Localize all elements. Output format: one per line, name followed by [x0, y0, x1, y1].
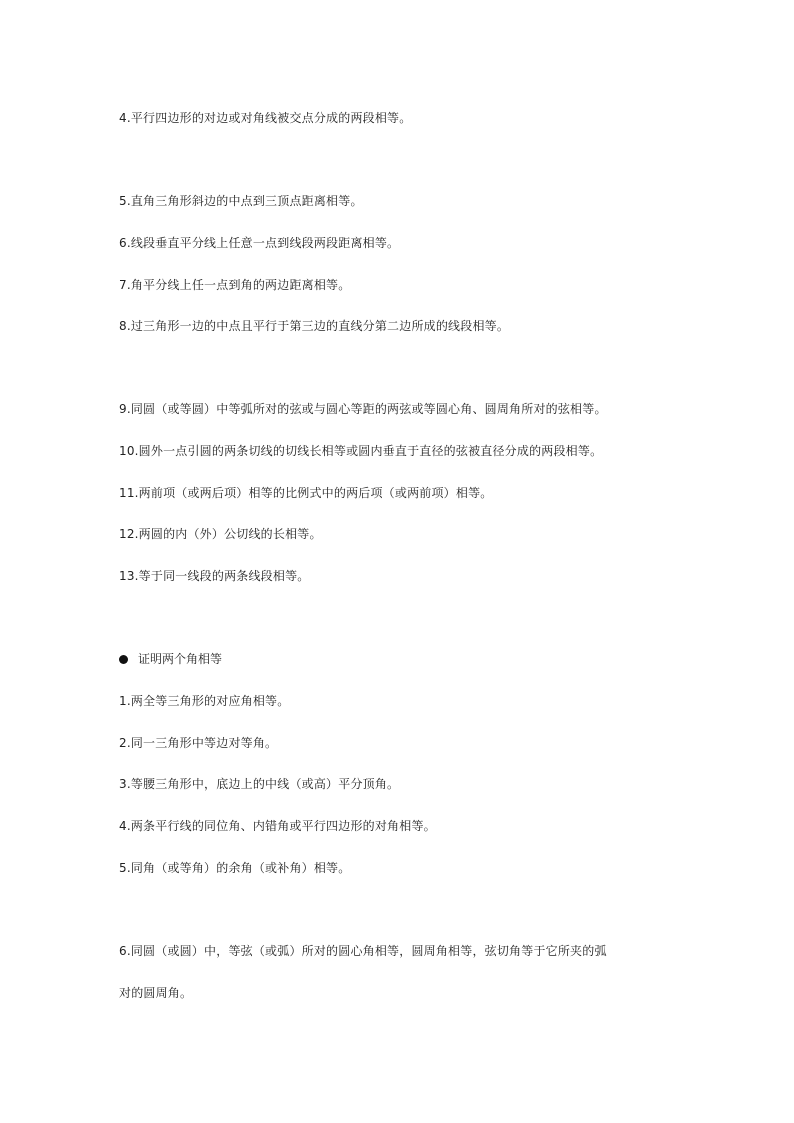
statement-line: 6.同圆（或圆）中，等弦（或弧）所对的圆心角相等，圆周角相等，弦切角等于它所夹的弧 [119, 944, 607, 958]
statement-line: 1.两全等三角形的对应角相等。 [119, 694, 290, 708]
statement-line: 2.同一三角形中等边对等角。 [119, 736, 278, 750]
statement-line: 10.圆外一点引圆的两条切线的切线长相等或圆内垂直于直径的弦被直径分成的两段相等。 [119, 444, 603, 458]
statement-line: 4.平行四边形的对边或对角线被交点分成的两段相等。 [119, 111, 412, 125]
statement-line: 6.线段垂直平分线上任意一点到线段两段距离相等。 [119, 236, 400, 250]
statement-line: 对的圆周角。 [119, 986, 193, 1000]
statement-line: 11.两前项（或两后项）相等的比例式中的两后项（或两前项）相等。 [119, 486, 493, 500]
statement-line: 5.同角（或等角）的余角（或补角）相等。 [119, 861, 351, 875]
statement-line: 13.等于同一线段的两条线段相等。 [119, 569, 310, 583]
section-heading [119, 651, 222, 667]
statement-line: 5.直角三角形斜边的中点到三顶点距离相等。 [119, 194, 363, 208]
statement-line: 12.两圆的内（外）公切线的长相等。 [119, 527, 322, 541]
section-heading-text: 证明两个角相等 [138, 652, 223, 666]
bullet-icon [119, 655, 128, 664]
statement-line: 8.过三角形一边的中点且平行于第三边的直线分第二边所成的线段相等。 [119, 319, 510, 333]
statement-line: 3.等腰三角形中，底边上的中线（或高）平分顶角。 [119, 777, 400, 791]
statement-line: 7.角平分线上任一点到角的两边距离相等。 [119, 278, 351, 292]
statement-line: 9.同圆（或等圆）中等弧所对的弦或与圆心等距的两弦或等圆心角、圆周角所对的弦相等。 [119, 402, 607, 416]
statement-line: 4.两条平行线的同位角、内错角或平行四边形的对角相等。 [119, 819, 436, 833]
